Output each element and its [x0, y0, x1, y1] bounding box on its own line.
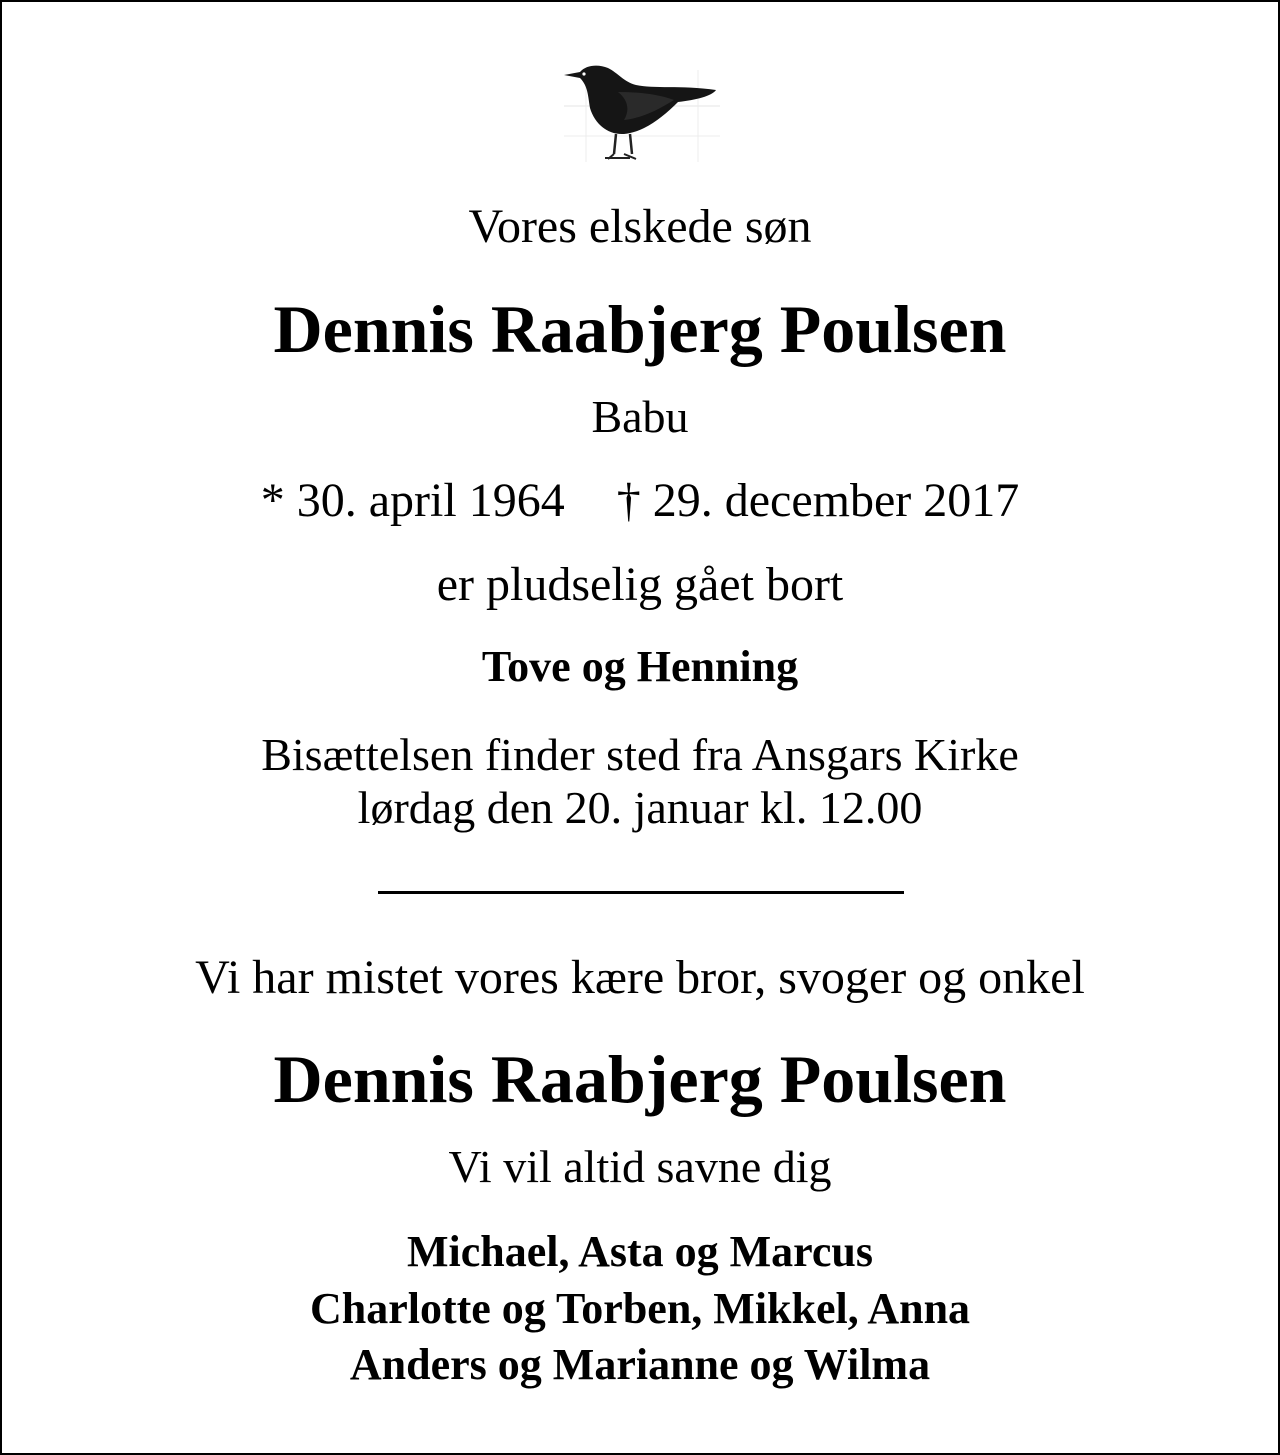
notice-1-passed-text: er pludselig gået bort — [436, 558, 844, 611]
notice-2-message: Vi vil altid savne dig — [448, 1141, 832, 1192]
notice-1-dates — [2, 474, 1278, 527]
death-date: † 29. december 2017 — [616, 474, 1020, 527]
notice-1-intro: Vores elskede søn — [468, 200, 812, 253]
notice-2-family-line: Charlotte og Torben, Mikkel, Anna — [309, 1284, 971, 1333]
notice-2-deceased-name: Dennis Raabjerg Poulsen — [273, 1041, 1007, 1117]
funeral-info-line: lørdag den 20. januar kl. 12.00 — [357, 782, 923, 833]
notice-1-nickname: Babu — [591, 391, 689, 442]
notice-1-family: Tove og Henning — [481, 642, 799, 691]
birth-date: * 30. april 1964 — [260, 474, 565, 527]
notice-2-intro: Vi har mistet vores kære bror, svoger og onkel — [195, 951, 1085, 1004]
section-divider — [378, 891, 904, 894]
funeral-info-line: Bisættelsen finder sted fra Ansgars Kirke — [261, 729, 1019, 780]
notice-1-deceased-name: Dennis Raabjerg Poulsen — [273, 291, 1007, 367]
blackbird-icon — [558, 62, 726, 174]
notice-2-family-line: Anders og Marianne og Wilma — [349, 1340, 931, 1389]
notice-2-family-line: Michael, Asta og Marcus — [406, 1227, 874, 1276]
